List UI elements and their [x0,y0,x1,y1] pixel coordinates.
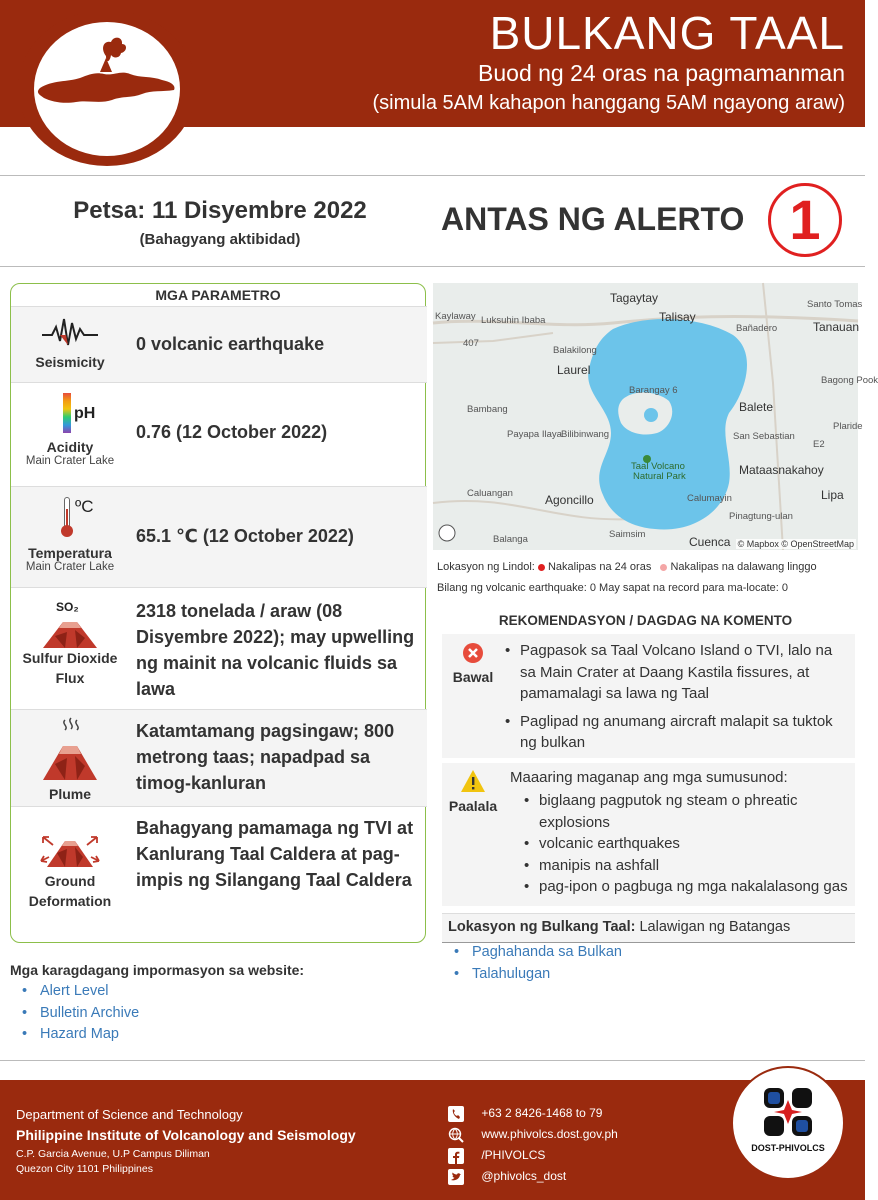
map-label-tvnp: Taal Volcano [631,461,685,472]
more-info-title: Mga karagdagang impormasyon sa website: [10,962,305,978]
paalala-item: • manipis na ashfall [539,855,849,877]
paalala-intro: Maaaring maganap ang mga sumusunod: [510,769,788,786]
paalala-label: Paalala [448,798,498,814]
warning-icon [460,769,486,793]
recommendations-title: REKOMENDASYON / DAGDAG NA KOMENTO [498,613,793,628]
link-talahulugan[interactable]: • Talahulugan [454,966,622,988]
map-label-tvnp-2: Natural Park [633,471,686,482]
param-label-plume: Plume [48,786,91,802]
param-row-temperature [11,486,427,587]
param-value-acidity: 0.76 (12 October 2022) [136,422,328,442]
param-row-seismicity [11,306,427,382]
location-label: Lokasyon ng Bulkang Taal: [448,919,636,935]
paalala-item: • biglaang pagputok ng steam o phreatic explosions [539,790,849,833]
map-legend [437,561,817,573]
paalala-list [539,790,849,898]
map-road-407: 407 [463,338,479,349]
bulletin-date: Petsa: 11 Disyembre 2022 [73,197,367,224]
parameters-heading: MGA PARAMETRO [155,287,281,303]
taal-logo-icon [34,22,180,156]
monitoring-period: (simula 5AM kahapon hanggang 5AM ngayong araw) [372,92,845,114]
footer-twitter[interactable]: @phivolcs_dost [481,1169,567,1184]
param-label-deformation-2: Deformation [28,893,112,909]
map-label-bagong-pook: Bagong Pook [821,375,878,386]
param-label-acidity: Acidity [46,439,94,455]
map-label-luksuhin: Luksuhin Ibaba [481,315,546,326]
bawal-item: • Paglipad ng anumang aircraft malapit sa tuktok ng bulkan [520,711,849,754]
param-value-temperature: 65.1 ℃ (12 October 2022) [136,526,354,546]
param-label-seismicity: Seismicity [35,354,105,370]
map-label-balete: Balete [739,400,774,414]
param-label-so2-2: Flux [55,670,85,686]
volcano-plume-icon [11,716,129,782]
map-label-calumayin: Calumayin [687,493,732,504]
param-row-plume [11,709,427,806]
map-label-bilibinwang: Bilibinwang [561,429,610,440]
bawal-list [520,640,849,754]
map-label-santo-tomas: Santo Tomas [807,299,863,310]
footer-facebook[interactable]: /PHIVOLCS [481,1148,546,1163]
map-label-bambang: Bambang [467,404,508,415]
legend-dot-24h [538,564,545,571]
parameters-panel [10,283,426,943]
param-sub-temperature: Main Crater Lake [25,561,115,573]
footer-institute: Philippine Institute of Volcanology and Seismology [16,1127,356,1143]
map-label-barangay6: Barangay 6 [629,385,678,396]
link-hazard-map[interactable]: • Hazard Map [22,1026,139,1048]
paalala-item: • pag-ipon o pagbuga ng mga nakalalasong gas [539,876,849,898]
footer-divider [0,1060,865,1061]
map-label-saimsim: Saimsim [609,529,646,540]
map-label-tagaytay: Tagaytay [610,291,659,305]
map-label-banadero: Bañadero [736,323,778,334]
dost-logo-label: DOST-PHIVOLCS [751,1143,825,1153]
dost-emblem-icon [762,1086,814,1138]
celsius-text: ºC [75,497,94,516]
earthquake-map[interactable] [433,283,878,550]
map-label-mataasnakahoy: Mataasnakahoy [739,463,824,477]
map-label-laurel: Laurel [557,363,591,377]
footer-dept: Department of Science and Technology [16,1107,243,1122]
legend-prefix: Lokasyon ng Lindol: [437,561,535,573]
bawal-item: • Pagpasok sa Taal Volcano Island o TVI, lalo na sa Main Crater at Daang Kastila fissures, at pamamalagi sa lawa ng Taal [520,640,849,705]
map-label-tanauan: Tanauan [813,320,860,334]
map-label-agoncillo: Agoncillo [545,493,594,507]
volcano-location [442,913,855,943]
alert-level-label: ANTAS NG ALERTO [441,201,745,237]
link-alert-level[interactable]: • Alert Level [22,983,139,1005]
page-title: BULKANG TAAL [489,7,845,59]
map-label-payapa: Payapa Ilaya [507,429,562,440]
facebook-icon [448,1148,464,1164]
footer-website[interactable]: www.phivolcs.dost.gov.ph [481,1127,618,1142]
so2-text: SO₂ [56,600,79,614]
more-info-links [22,983,139,1048]
map-label-caluangan: Caluangan [467,488,513,499]
date-alert-row [0,177,865,267]
earthquake-count: Bilang ng volcanic earthquake: 0 May sapat na record para ma-locate: 0 [437,582,788,594]
param-row-deformation [11,806,427,944]
thermometer-icon [11,495,129,541]
map-label-san-sebastian: San Sebastian [733,431,795,442]
paalala-item: • volcanic earthquakes [539,833,849,855]
twitter-icon [448,1169,464,1185]
volcano-deformation-icon [11,831,129,867]
map-attribution[interactable]: © Mapbox © OpenStreetMap [737,539,854,549]
bawal-block [442,634,855,758]
param-sub-acidity: Main Crater Lake [25,455,115,467]
ph-text: pH [74,405,96,422]
map-label-kaylaway: Kaylaway [435,311,476,322]
param-row-so2 [11,587,427,709]
param-value-so2: 2318 tonelada / araw (08 Disyembre 2022); may upwelling ng mainit na volcanic fluids sa lawa [136,601,415,699]
ph-scale-icon [11,393,129,435]
phone-icon [448,1106,464,1122]
legend-dot-2w [660,564,667,571]
param-value-plume: Katamtamang pagsingaw; 800 metrong taas; napadpad sa timog-kanluran [136,721,395,793]
param-value-deformation: Bahagyang pamamaga ng TVI at Kanlurang Taal Caldera at pag-impis ng Silangang Taal Caldera [136,818,414,890]
footer-address-2: Quezon City 1101 Philippines [16,1163,153,1175]
map-label-pinagtung: Pinagtung-ulan [729,511,793,522]
volcano-so2-icon [11,600,129,650]
param-label-deformation: Ground [44,873,96,889]
map-road-e2: E2 [813,439,825,450]
seismograph-icon [40,315,100,349]
map-label-balakilong: Balakilong [553,345,597,356]
web-search-icon [448,1127,464,1143]
param-label-temperature: Temperatura [28,545,112,561]
alert-level-badge: 1 [768,183,842,257]
prohibited-icon [462,642,484,664]
bawal-label: Bawal [452,669,494,685]
map-label-talisay: Talisay [659,310,696,324]
footer-phone[interactable]: +63 2 8426-1468 to 79 [481,1106,603,1121]
map-label-balanga: Balanga [493,534,528,545]
param-row-acidity [11,382,427,486]
preparedness-links [454,944,622,987]
map-label-plaridel: Plaride [833,421,863,432]
location-value: Lalawigan ng Batangas [639,919,791,935]
dost-phivolcs-logo [731,1066,845,1180]
map-label-cuenca: Cuenca [689,535,731,549]
link-bulletin-archive[interactable]: • Bulletin Archive [22,1005,139,1027]
paalala-block [442,763,855,906]
footer-address-1: C.P. Garcia Avenue, U.P Campus Diliman [16,1148,210,1160]
page-subtitle: Buod ng 24 oras na pagmamanman [478,60,845,86]
map-label-lipa: Lipa [821,488,844,502]
legend-24h: Nakalipas na 24 oras [547,561,652,573]
activity-level: (Bahagyang aktibidad) [139,231,301,248]
link-paghahanda[interactable]: • Paghahanda sa Bulkan [454,944,622,966]
legend-2w: Nakalipas na dalawang linggo [670,561,817,573]
param-value-seismicity: 0 volcanic earthquake [136,334,325,354]
param-label-so2: Sulfur Dioxide [22,650,118,666]
